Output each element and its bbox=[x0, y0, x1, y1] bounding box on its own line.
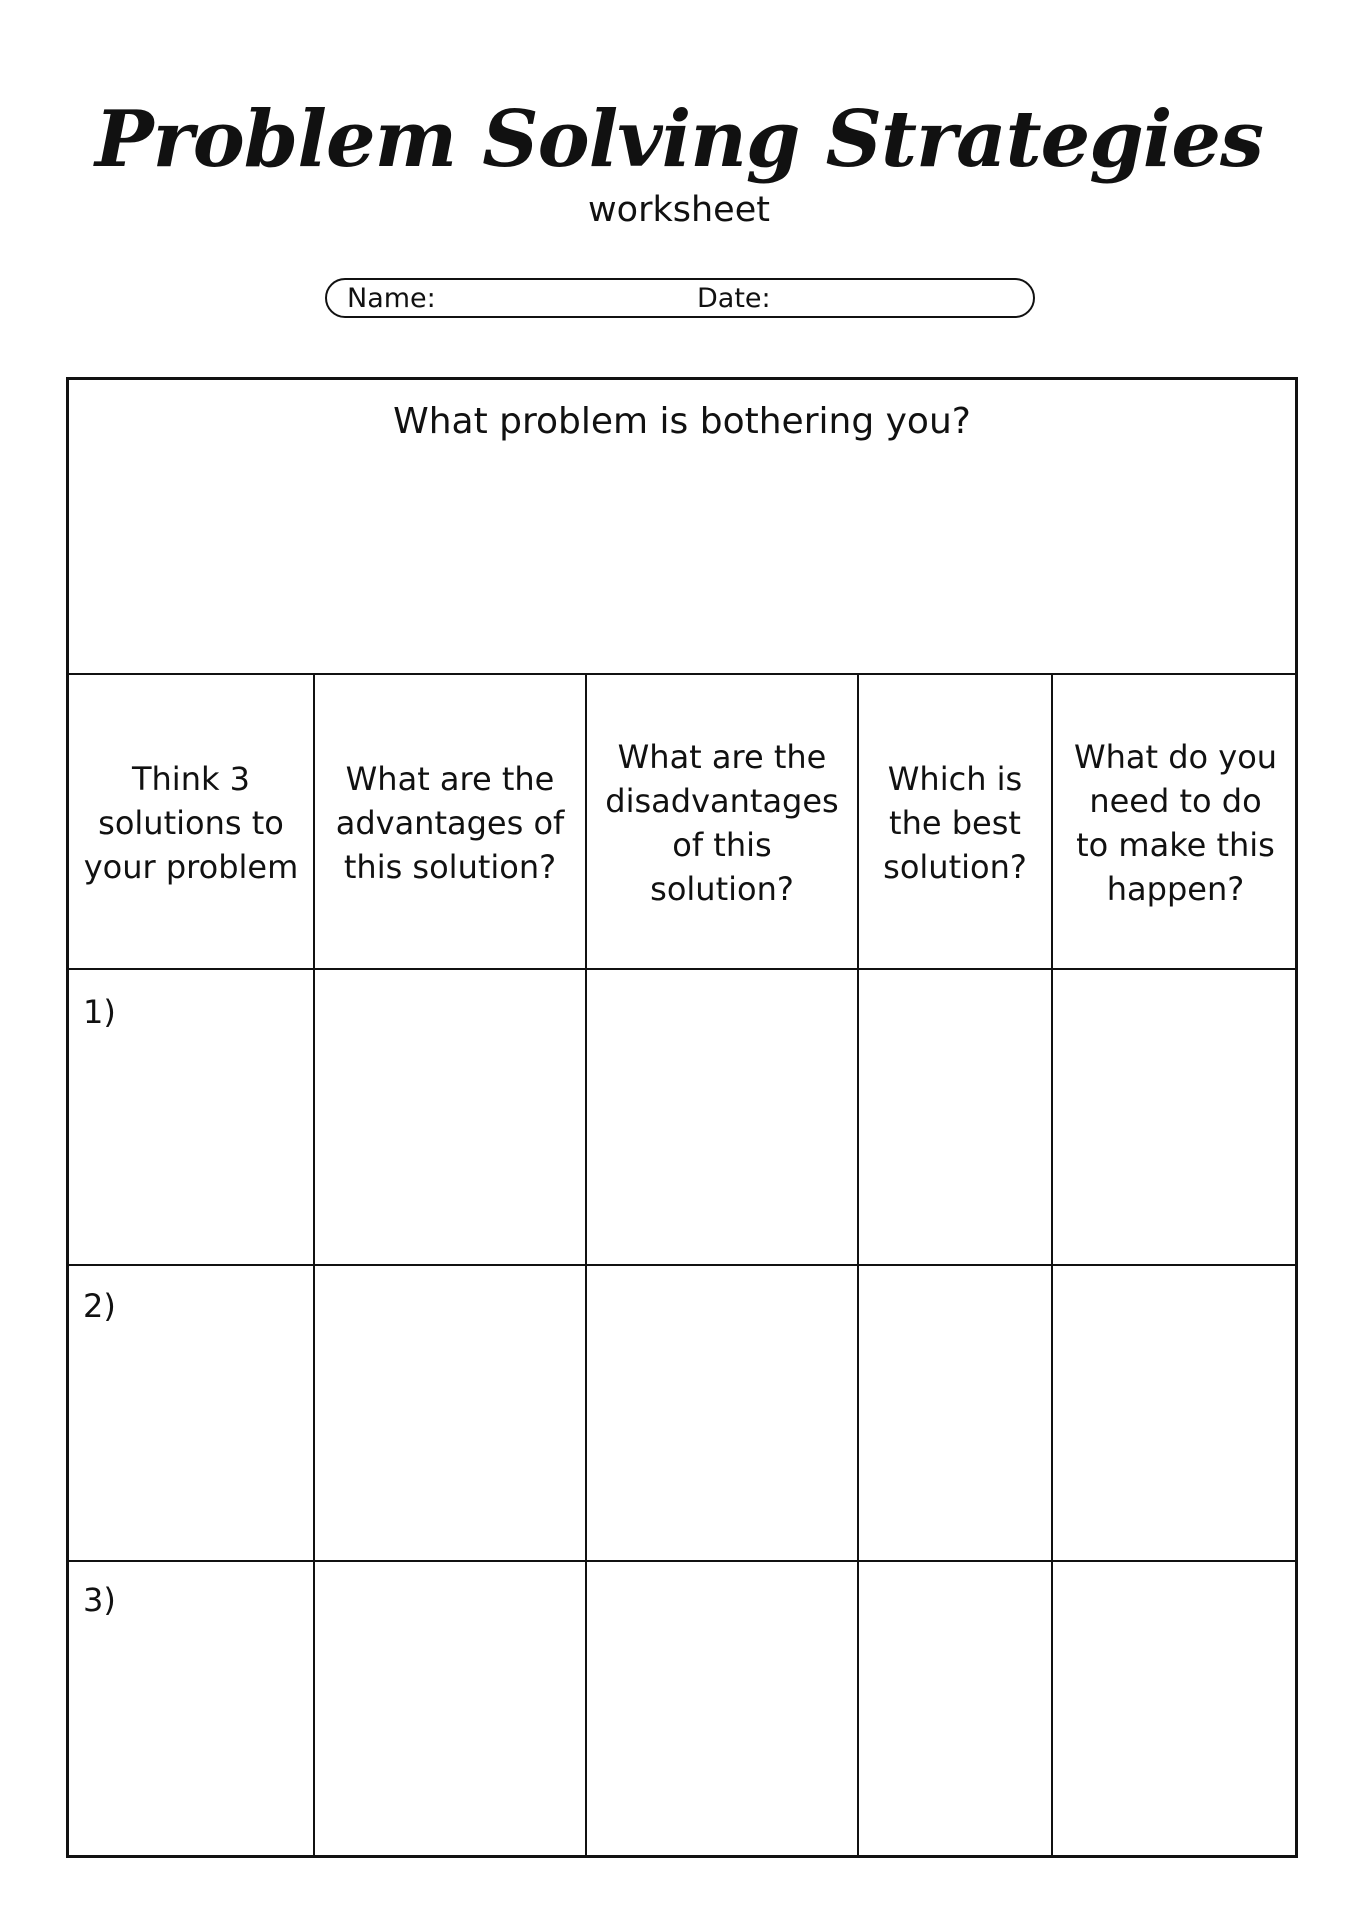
name-label: Name: bbox=[347, 283, 436, 314]
name-date-bar bbox=[325, 278, 1035, 318]
row-label-2: 2) bbox=[83, 1287, 116, 1325]
column-header-disadvantages: What are the disadvantages of this solution? bbox=[605, 737, 839, 908]
problem-question: What problem is bothering you? bbox=[393, 401, 971, 442]
row-label-3: 3) bbox=[83, 1581, 116, 1619]
row-label-1: 1) bbox=[83, 993, 116, 1031]
worksheet-title: Problem Solving Strategies bbox=[95, 94, 1263, 185]
problem-solving-table bbox=[66, 377, 1298, 1858]
column-header-best-solution: Which is the best solution? bbox=[883, 759, 1027, 886]
column-header-advantages: What are the advantages of this solution? bbox=[335, 759, 565, 886]
column-header-solutions: Think 3 solutions to your problem bbox=[83, 759, 299, 886]
divider-row-1 bbox=[69, 1264, 1295, 1266]
column-header-next-steps: What do you need to do to make this happen? bbox=[1073, 737, 1278, 908]
date-label: Date: bbox=[697, 283, 771, 314]
divider-row-2 bbox=[69, 1560, 1295, 1562]
worksheet-subtitle: worksheet bbox=[588, 190, 770, 230]
